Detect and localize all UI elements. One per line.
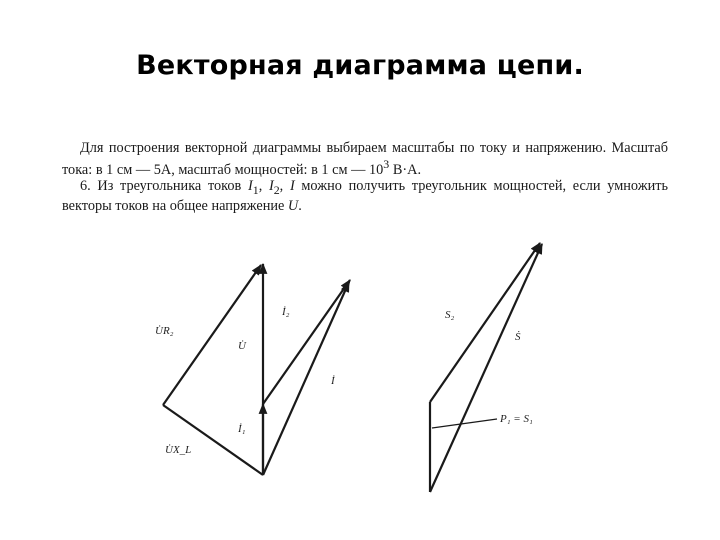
label-s: Ṡ (515, 331, 521, 343)
current-i1-symbol: I (247, 177, 253, 194)
label-ur2: U̇R₂ (155, 325, 174, 337)
separator-1: , (258, 177, 269, 194)
scales-text: Для построения векторной диаграммы выбираем масштабы по току и напряжению. Масштаб тока: в 1 см — 5А, масштаб мощностей: в 1 см — 10 (62, 140, 668, 178)
voltage-u-symbol: U (287, 197, 299, 214)
current-i-symbol: I (289, 177, 295, 194)
vector-ur2 (163, 265, 261, 405)
label-i2: İ₂ (282, 306, 290, 318)
power-text-end: . (298, 197, 302, 214)
vector-i (263, 282, 349, 475)
label-u: U̇ (238, 340, 246, 352)
slide-title: Векторная диаграмма цепи. (136, 50, 584, 81)
scales-exponent: 3 (383, 157, 390, 171)
current-i2-subscript: 2 (273, 182, 280, 197)
vector-s (430, 244, 542, 492)
label-i1: İ₁ (238, 423, 246, 435)
scales-unit: В·А. (389, 161, 422, 178)
vector-s2 (430, 243, 540, 402)
pointer-p1-s1 (432, 419, 497, 428)
power-text-middle: можно получить треугольник мощностей, если умножить векторы токов на общее напряжение (62, 177, 669, 214)
current-i1-subscript: 1 (252, 182, 259, 197)
label-s2: S₂ (445, 309, 455, 321)
separator-2: , (279, 177, 290, 194)
current-i2-symbol: I (268, 177, 274, 194)
vector-uxl (163, 405, 263, 475)
power-triangle-diagram (430, 243, 542, 492)
label-p1-s1: P₁ = S₁ (500, 413, 533, 425)
label-i: İ (331, 375, 335, 387)
vector-i2 (263, 280, 350, 404)
power-text-start: 6. Из треугольника токов (80, 177, 248, 194)
label-uxl: U̇X_L (165, 444, 192, 456)
